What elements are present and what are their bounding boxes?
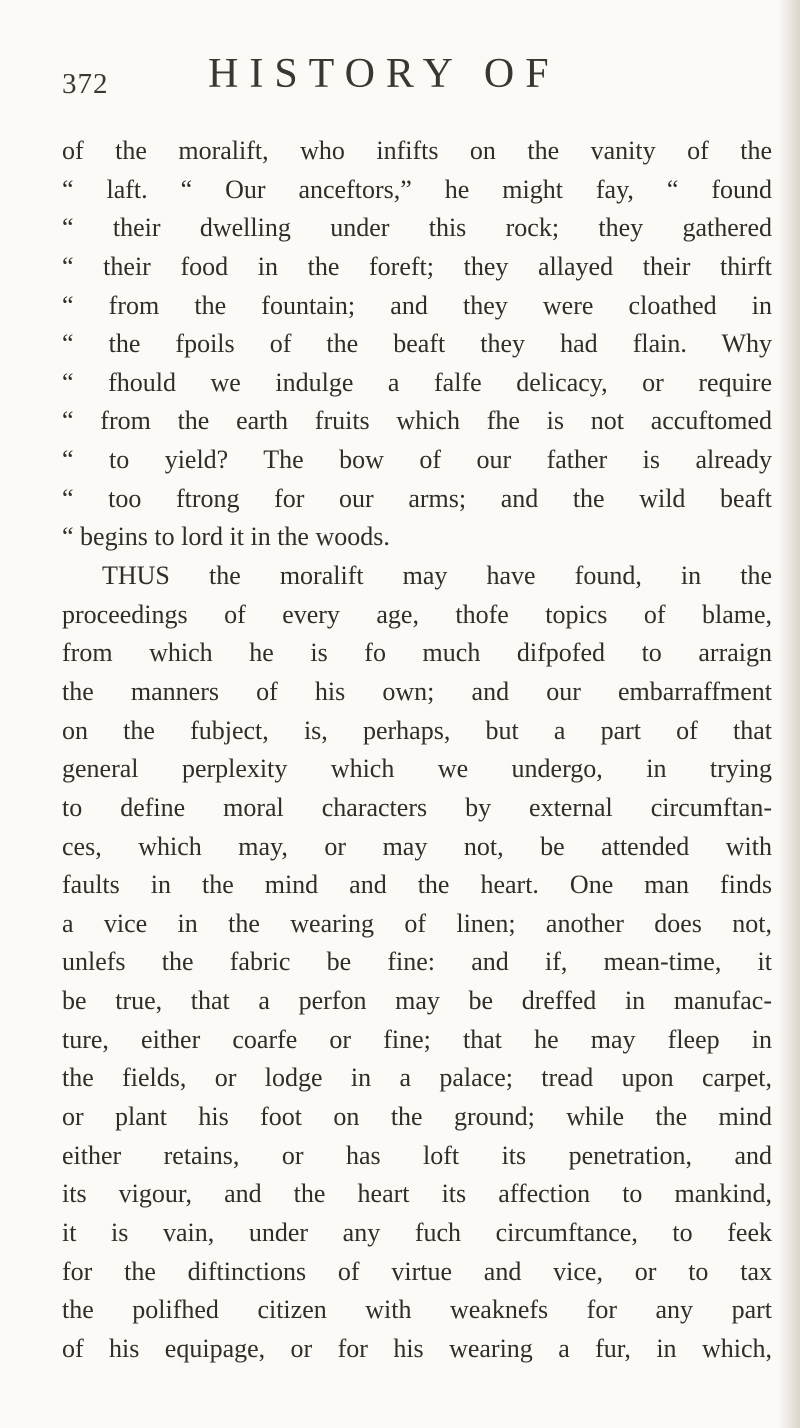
text-line: its vigour, and the heart its affection to mankind, xyxy=(62,1179,772,1209)
text-line: “ begins to lord it in the woods. xyxy=(62,522,390,552)
text-line: to define moral characters by external circumftan- xyxy=(62,792,772,822)
body-text xyxy=(62,132,772,1369)
text-line: be true, that a perfon may be dreffed in manufac- xyxy=(62,986,772,1016)
text-line: either retains, or has loft its penetration, and xyxy=(62,1140,772,1170)
text-line: “ laft. “ Our anceftors,” he might fay, “ found xyxy=(62,174,772,204)
text-line: “ too ftrong for our arms; and the wild beaft xyxy=(62,483,772,513)
text-line: the fields, or lodge in a palace; tread upon carpet, xyxy=(62,1063,772,1093)
text-line: of the moralift, who infifts on the vanity of the xyxy=(62,136,772,165)
text-line: “ from the fountain; and they were cloathed in xyxy=(62,290,772,320)
text-line: proceedings of every age, thofe topics of blame, xyxy=(62,599,772,629)
text-line: “ to yield? The bow of our father is already xyxy=(62,445,772,475)
text-line: of his equipage, or for his wearing a fur, in which, xyxy=(62,1333,772,1363)
text-line: “ fhould we indulge a falfe delicacy, or require xyxy=(62,367,772,397)
text-line: “ from the earth fruits which fhe is not accuftomed xyxy=(62,406,772,436)
page-edge-shadow xyxy=(778,0,800,1428)
text-line: the manners of his own; and our embarraffment xyxy=(62,676,772,706)
text-line: ture, either coarfe or fine; that he may fleep in xyxy=(62,1024,772,1054)
text-line: it is vain, under any fuch circumftance, to feek xyxy=(62,1217,772,1247)
text-line: ces, which may, or may not, be attended with xyxy=(62,831,772,861)
text-line: faults in the mind and the heart. One man finds xyxy=(62,870,772,900)
text-line: “ their food in the foreft; they allayed their thirft xyxy=(62,251,772,281)
text-line: a vice in the wearing of linen; another does not, xyxy=(62,908,772,938)
text-line: for the diftinctions of virtue and vice, or to tax xyxy=(62,1256,772,1286)
running-head: HISTORY OF xyxy=(208,51,560,97)
text-line: “ the fpoils of the beaft they had flain. Why xyxy=(62,329,772,359)
text-line: or plant his foot on the ground; while the mind xyxy=(62,1102,772,1132)
text-line: unlefs the fabric be fine: and if, mean-time, it xyxy=(62,947,772,977)
text-line: THUS the moralift may have found, in the xyxy=(102,561,772,591)
text-line: on the fubject, is, perhaps, but a part of that xyxy=(62,715,772,745)
page-header xyxy=(62,50,702,110)
text-line: from which he is fo much difpofed to arraign xyxy=(62,638,772,668)
page-number: 372 xyxy=(62,68,109,100)
text-line: the polifhed citizen with weaknefs for any part xyxy=(62,1295,772,1325)
text-line: general perplexity which we undergo, in trying xyxy=(62,754,772,784)
text-line: “ their dwelling under this rock; they gathered xyxy=(62,213,772,243)
